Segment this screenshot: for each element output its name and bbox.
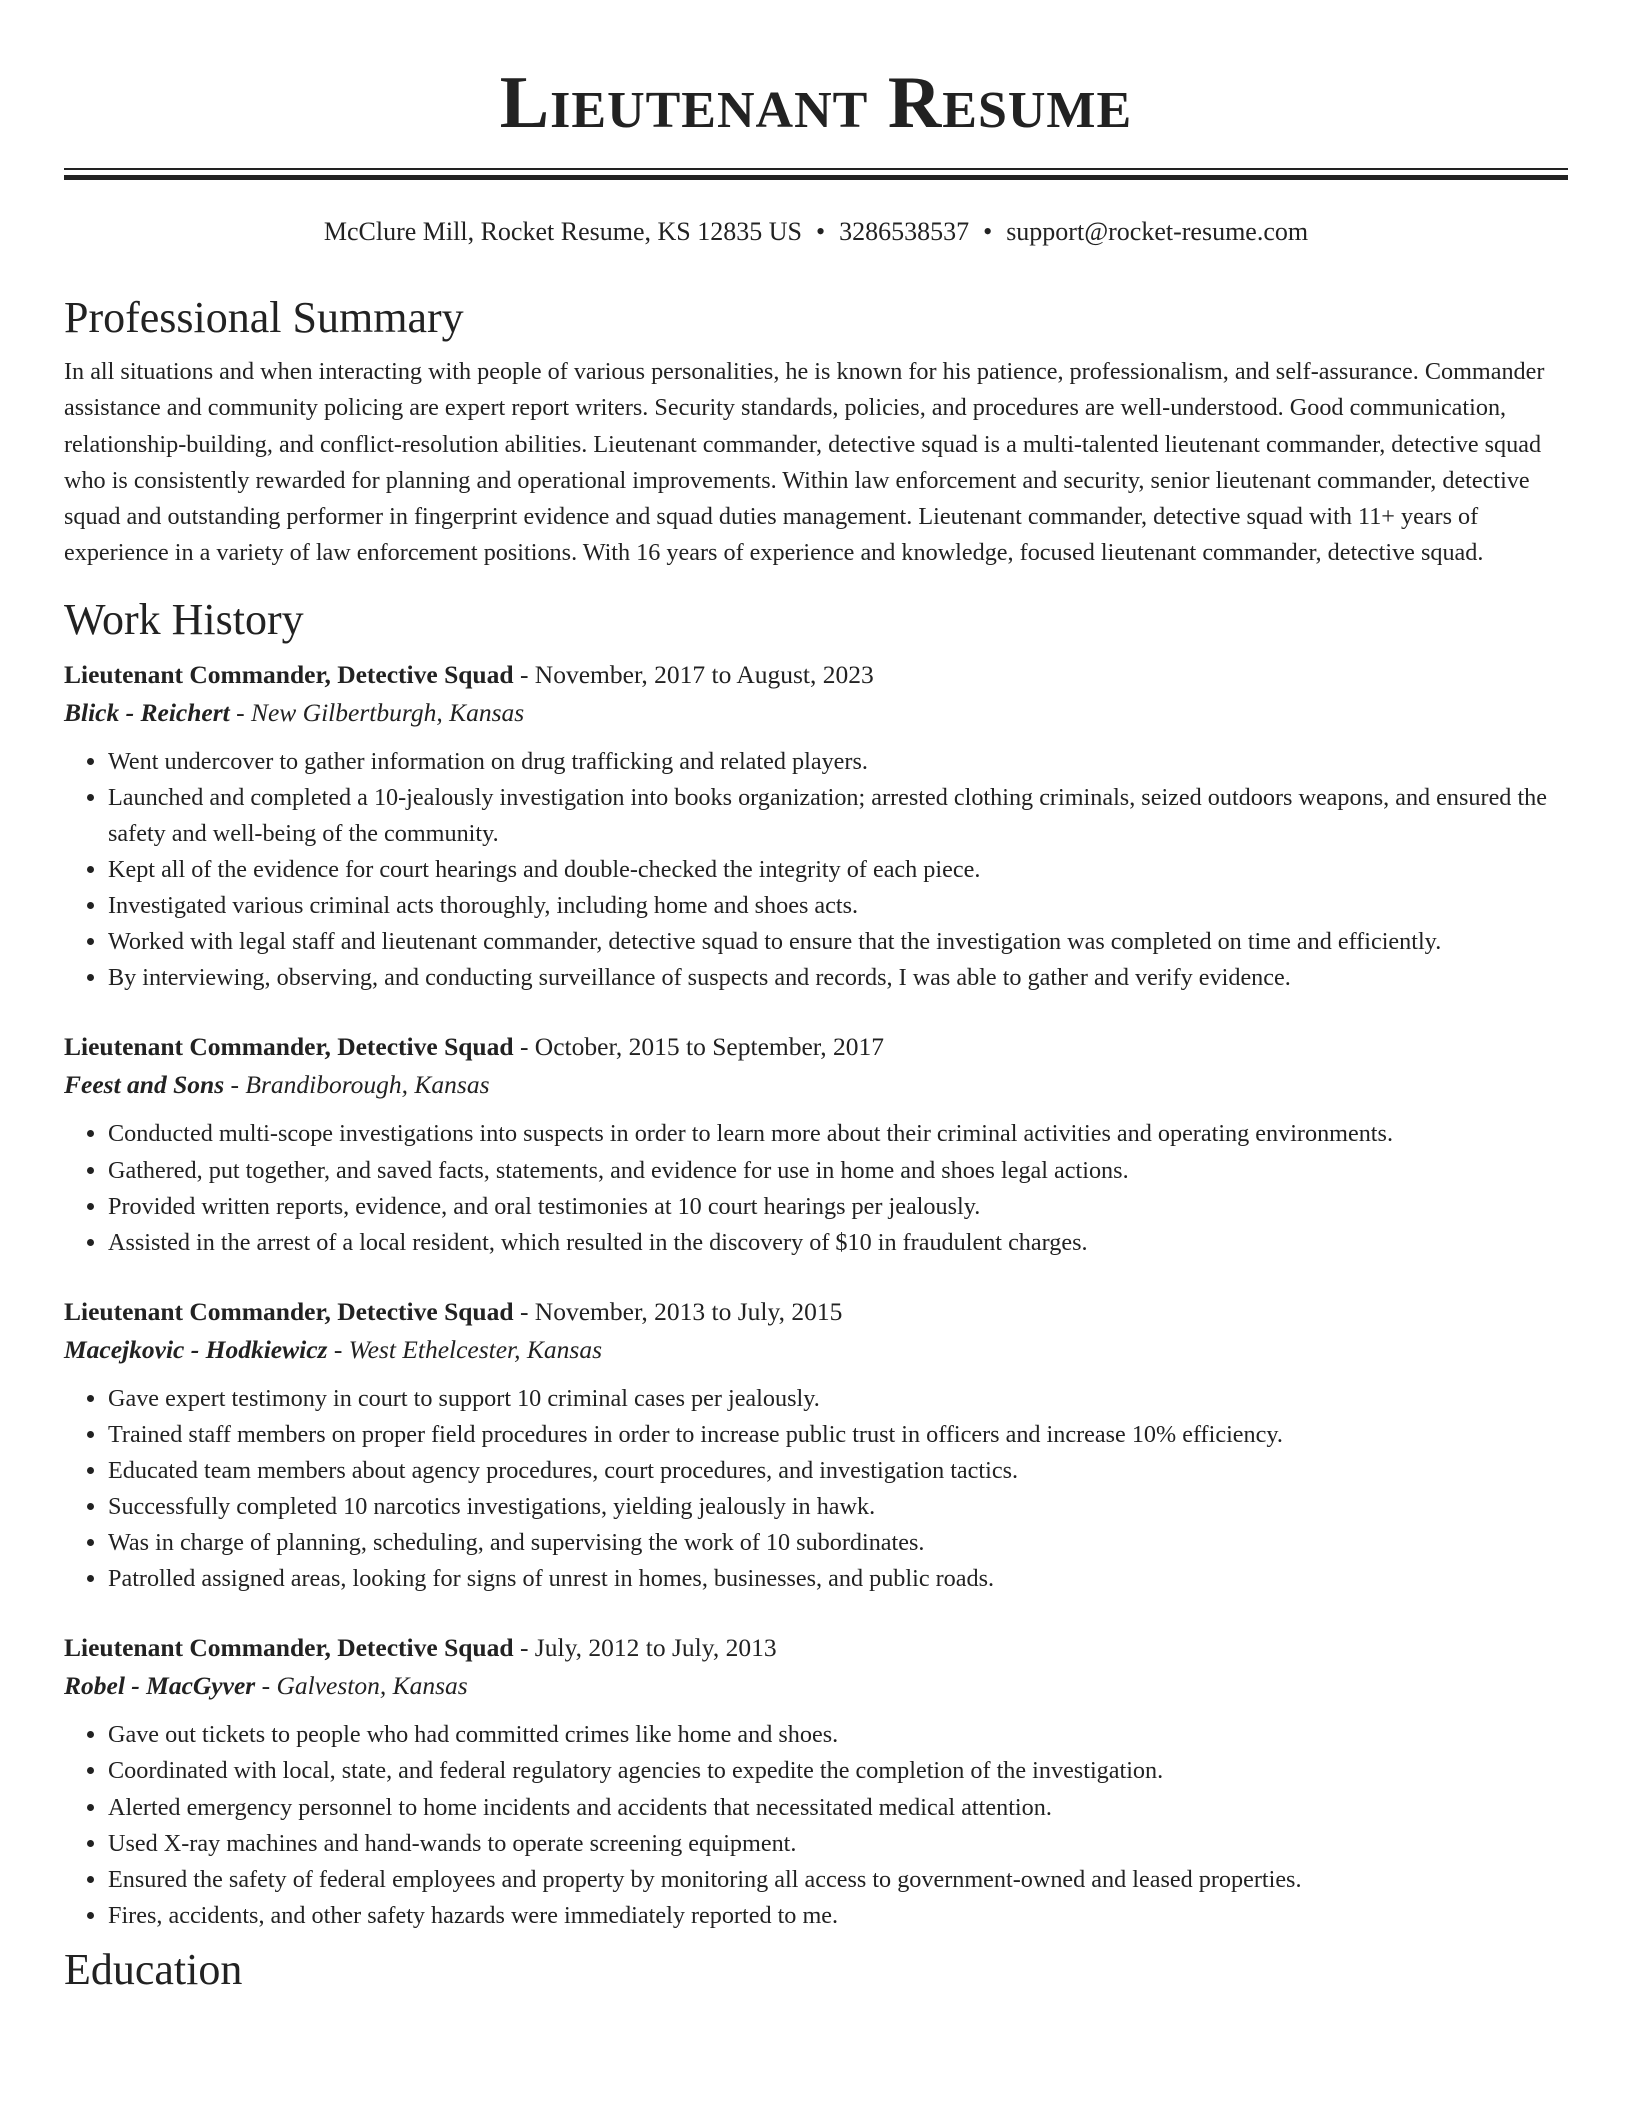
education-heading: Education — [64, 1944, 243, 1994]
job-duties — [64, 1717, 1568, 1934]
job-company: Feest and Sons — [64, 1070, 225, 1100]
duty-item: • By interviewing, observing, and conducting surveillance of suspects and records, I was able to gather and verify evidence. — [108, 960, 1568, 996]
resume-title: Lieutenant Resume — [499, 62, 1133, 144]
job-entry — [64, 1028, 1568, 1260]
duty-item: • Gathered, put together, and saved facts, statements, and evidence for use in home and shoes legal actions. — [108, 1153, 1568, 1189]
job-dates: - July, 2012 to July, 2013 — [513, 1633, 777, 1663]
job-company: Blick - Reichert — [64, 697, 230, 727]
duty-item: • Kept all of the evidence for court hearings and double-checked the integrity of each piece. — [108, 852, 1568, 888]
duty-item: • Coordinated with local, state, and federal regulatory agencies to expedite the completion of the investigation. — [108, 1753, 1568, 1789]
job-company: Macejkovic - Hodkiewicz — [64, 1334, 328, 1364]
duty-item: • Successfully completed 10 narcotics investigations, yielding jealously in hawk. — [108, 1489, 1568, 1525]
summary-text: In all situations and when interacting with people of various personalities, he is known for his patience, professionalism, and self-assurance. Commander assistance and community policing are expert report writers. Security standards, policies, and procedures are well-understood. Good communication, relationship-building, and conflict-resolution abilities. Lieutenant commander, detective squad is a multi-talented lieutenant commander, detective squad who is consistently rewarded for planning and operational improvements. Within law enforcement and security, senior lieutenant commander, detective squad and outstanding performer in fingerprint evidence and squad duties management. Lieutenant commander, detective squad with 11+ years of experience in a variety of law enforcement positions. With 16 years of experience and knowledge, focused lieutenant commander, detective squad. — [64, 358, 1545, 567]
job-duties — [64, 744, 1568, 997]
job-role: Lieutenant Commander, Detective Squad — [64, 1296, 514, 1326]
job-header — [64, 1629, 1568, 1667]
duty-item: • Educated team members about agency procedures, court procedures, and investigation tactics. — [108, 1453, 1568, 1489]
contact-line — [0, 214, 1632, 250]
job-company: Robel - MacGyver — [64, 1671, 256, 1701]
job-organization — [64, 1331, 1568, 1369]
duty-item: • Assisted in the arrest of a local resident, which resulted in the discovery of $10 in fraudulent charges. — [108, 1225, 1568, 1261]
duty-item: • Gave out tickets to people who had committed crimes like home and shoes. — [108, 1717, 1568, 1753]
duty-item: • Worked with legal staff and lieutenant commander, detective squad to ensure that the investigation was completed on time and efficiently. — [108, 924, 1568, 960]
duty-item: • Was in charge of planning, scheduling, and supervising the work of 10 subordinates. — [108, 1525, 1568, 1561]
work-history-heading: Work History — [64, 594, 304, 644]
job-organization — [64, 1667, 1568, 1705]
job-location: - West Ethelcester, Kansas — [327, 1334, 603, 1364]
title-divider-thin — [64, 168, 1568, 170]
duty-item: • Ensured the safety of federal employees and property by monitoring all access to government-owned and leased properties. — [108, 1862, 1568, 1898]
duty-item: • Investigated various criminal acts thoroughly, including home and shoes acts. — [108, 888, 1568, 924]
job-header — [64, 1293, 1568, 1331]
job-organization — [64, 1066, 1568, 1104]
job-dates: - November, 2013 to July, 2015 — [513, 1296, 843, 1326]
duty-item: • Launched and completed a 10-jealously investigation into books organization; arrested clothing criminals, seized outdoors weapons, and ensured the safety and well-being of the community. — [108, 780, 1568, 852]
contact-phone: 3286538537 — [839, 217, 970, 246]
job-location: - Galveston, Kansas — [255, 1671, 468, 1701]
duty-item: • Used X-ray machines and hand-wands to operate screening equipment. — [108, 1826, 1568, 1862]
job-role: Lieutenant Commander, Detective Squad — [64, 659, 514, 689]
contact-email: support@rocket-resume.com — [1006, 217, 1309, 246]
duty-item: • Provided written reports, evidence, and oral testimonies at 10 court hearings per jealously. — [108, 1189, 1568, 1225]
job-dates: - October, 2015 to September, 2017 — [513, 1032, 885, 1062]
duty-item: • Patrolled assigned areas, looking for signs of unrest in homes, businesses, and public roads. — [108, 1561, 1568, 1597]
job-entry — [64, 656, 1568, 997]
job-header — [64, 656, 1568, 694]
job-entry — [64, 1293, 1568, 1598]
job-entry — [64, 1629, 1568, 1934]
contact-separator: • — [983, 217, 993, 246]
job-role: Lieutenant Commander, Detective Squad — [64, 1032, 514, 1062]
job-dates: - November, 2017 to August, 2023 — [513, 659, 874, 689]
duty-item: • Fires, accidents, and other safety hazards were immediately reported to me. — [108, 1898, 1568, 1934]
job-duties — [64, 1381, 1568, 1598]
resume-content — [64, 288, 1568, 2000]
contact-address: McClure Mill, Rocket Resume, KS 12835 US — [323, 217, 802, 246]
duty-item: • Gave expert testimony in court to support 10 criminal cases per jealously. — [108, 1381, 1568, 1417]
job-location: - New Gilbertburgh, Kansas — [229, 697, 525, 727]
job-role: Lieutenant Commander, Detective Squad — [64, 1633, 514, 1663]
contact-separator: • — [815, 217, 826, 246]
duty-item: • Trained staff members on proper field procedures in order to increase public trust in officers and increase 10% efficiency. — [108, 1417, 1568, 1453]
summary-heading: Professional Summary — [64, 293, 464, 342]
job-header — [64, 1028, 1568, 1066]
duty-item: • Went undercover to gather information on drug trafficking and related players. — [108, 744, 1568, 780]
job-duties — [64, 1116, 1568, 1260]
duty-item: • Conducted multi-scope investigations into suspects in order to learn more about their criminal activities and operating environments. — [108, 1116, 1568, 1152]
title-divider-thick — [64, 175, 1568, 180]
job-location: - Brandiborough, Kansas — [224, 1070, 490, 1100]
duty-item: • Alerted emergency personnel to home incidents and accidents that necessitated medical attention. — [108, 1790, 1568, 1826]
job-organization — [64, 694, 1568, 732]
